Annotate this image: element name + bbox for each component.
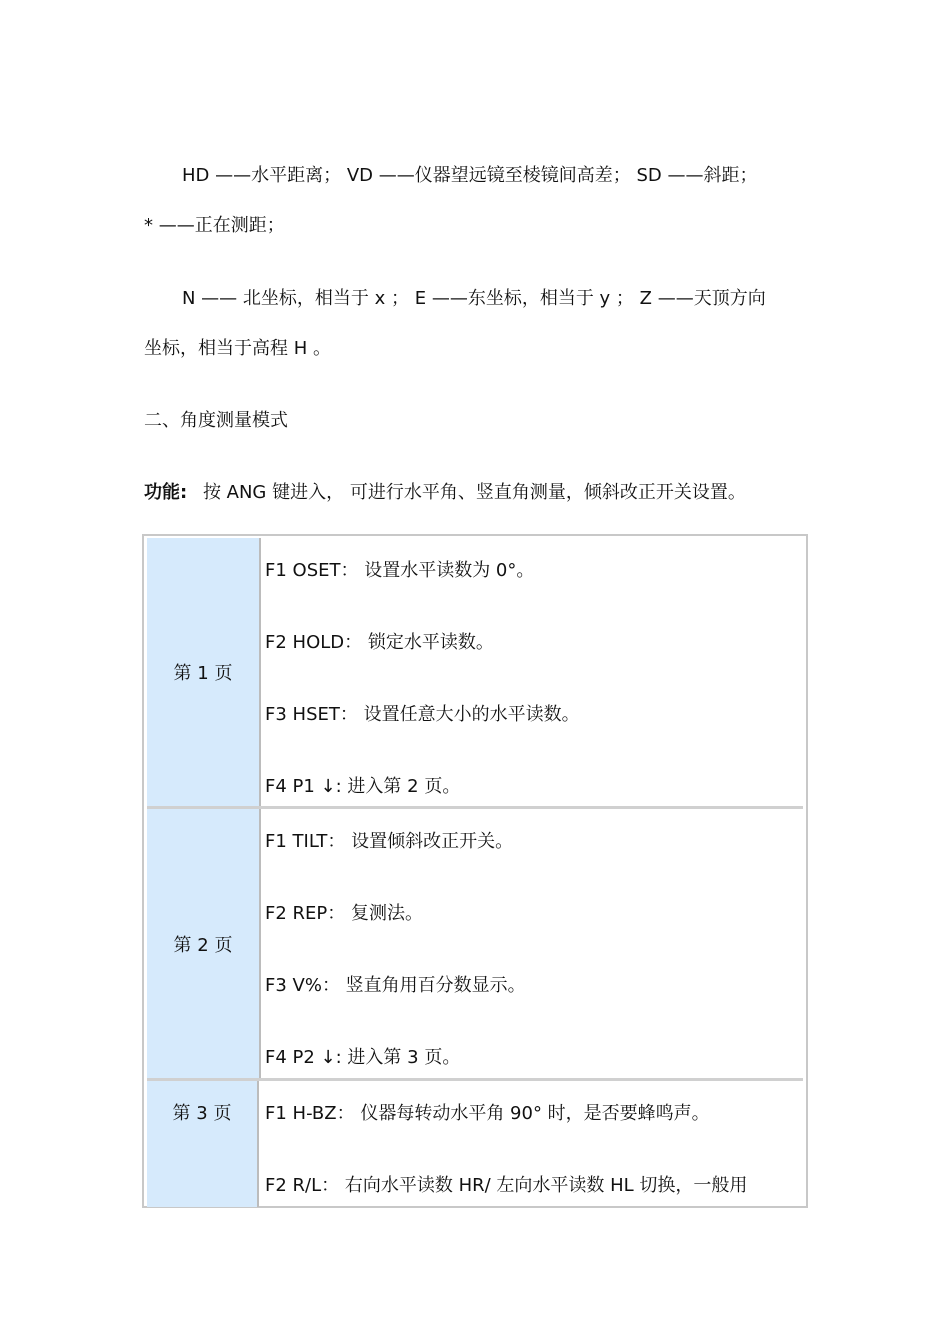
function-item: F1 TILT： 设置倾斜改正开关。 [265,831,514,852]
page-label: 第 2 页 [173,935,233,956]
function-item: F2 REP： 复测法。 [265,903,423,924]
function-list-cell [261,1081,803,1207]
function-item: F3 V%： 竖直角用百分数显示。 [265,975,526,996]
section-heading: 二、角度测量模式 [144,410,288,431]
function-item: F1 OSET： 设置水平读数为 0°。 [265,560,535,581]
table-row [147,1078,803,1207]
para2-line2: 坐标，相当于高程 H 。 [144,338,331,359]
function-text: 按 ANG 键进入， 可进行水平角、竖直角测量，倾斜改正开关设置。 [202,482,746,503]
para1-line1: HD ——水平距离； VD ——仪器望远镜至棱镜间高差； SD ——斜距； [182,165,758,186]
page-label: 第 1 页 [173,663,233,684]
function-list-cell [261,538,803,806]
function-item: F3 HSET： 设置任意大小的水平读数。 [265,704,580,725]
key-function-table [142,534,808,1208]
page-label-cell [147,1081,259,1207]
para1-line2: * ——正在测距； [144,215,285,236]
function-item: F2 R/L： 右向水平读数 HR/ 左向水平读数 HL 切换，一般用 [265,1175,748,1196]
function-item: F1 H-BZ： 仪器每转动水平角 90° 时，是否要蜂鸣声。 [265,1103,710,1124]
table-row [147,806,803,1079]
function-item: F4 P2 ↓: 进入第 3 页。 [265,1047,461,1068]
function-line [144,478,746,504]
function-list-cell [261,809,803,1079]
function-label: 功能: [144,482,188,503]
table-row [147,538,803,806]
page-label-cell [147,538,261,806]
para2-line1: N —— 北坐标，相当于 x ； E ——东坐标，相当于 y ； Z ——天顶方向 [182,288,766,309]
function-item: F2 HOLD： 锁定水平读数。 [265,632,494,653]
page-label: 第 3 页 [172,1103,232,1124]
page-label-cell [147,809,261,1079]
function-item: F4 P1 ↓: 进入第 2 页。 [265,776,461,797]
